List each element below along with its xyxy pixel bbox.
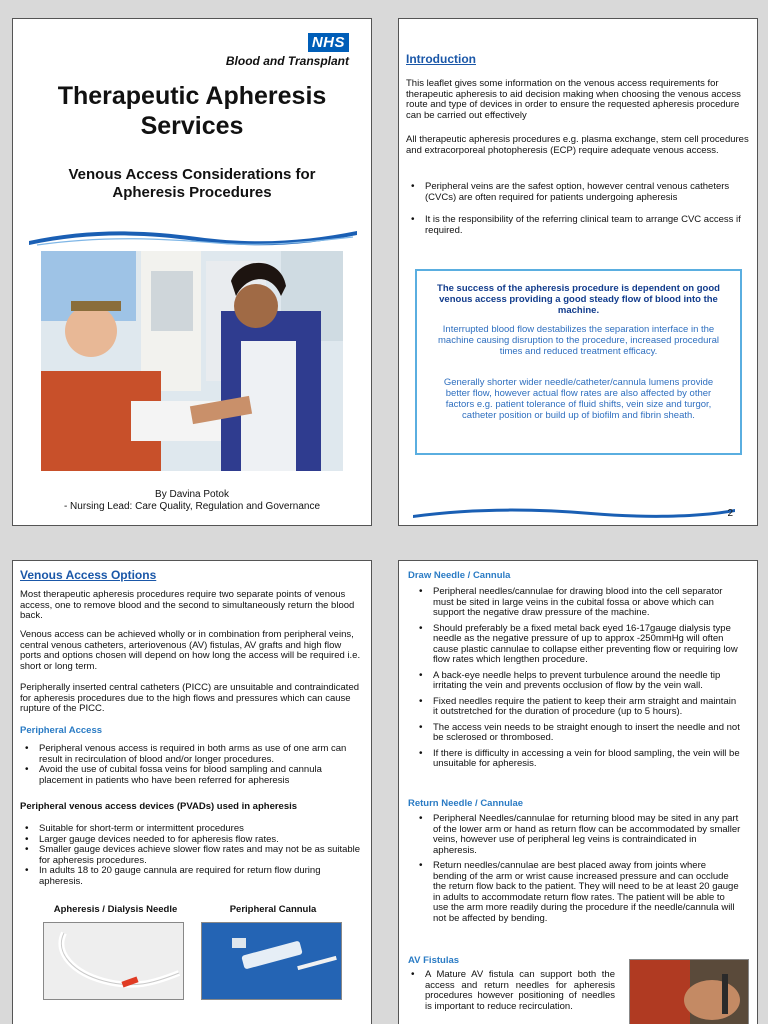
cover-page [12, 18, 372, 526]
av-fistulas-heading: AV Fistulas [408, 955, 460, 966]
list-item: • In adults 18 to 20 gauge cannula are required for return flow during apheresis. [17, 866, 363, 887]
return-heading: Return Needle / Cannulae [408, 798, 524, 809]
callout-strong-text: The success of the apheresis procedure is dependent on good venous access providing a good steady flow of blood into the machine. [437, 283, 720, 316]
list-item: • Return needles/cannulae are best placed away from joints where bending of the arm or wrist cause increased pressure and can occlude the return flow back to the patient. They will need to be at least 20 gauge in adults to accommodate return flow rates. The patient will be able to use the arm more readily during the procedure if the needle/cannula will not be affected by bending. [411, 861, 741, 924]
list-item: • A Mature AV fistula can support both the access and return needles for apheresis procedures however positioning of needles is important to reduce recirculation. [403, 970, 615, 1012]
list-item: • Larger gauge devices needed to for apheresis flow rates. [17, 835, 363, 846]
callout-text-1: Interrupted blood flow destabilizes the separation interface in the machine causing disruption to the procedure, increased procedural times and reduced treatment efficacy. [438, 324, 719, 357]
list-item: • Peripheral Needles/cannulae for returning blood may be sited in any part of the lower arm or hand as return flow can be accommodated by smaller veins, however use of peripheral leg veins is contraindicated in apheresis. [411, 814, 741, 856]
list-item: • It is the responsibility of the referring clinical team to arrange CVC access if required. [403, 215, 749, 236]
intro-heading: Introduction [406, 52, 476, 66]
list-item: • Smaller gauge devices achieve slower flow rates and may not be as suitable for apheresis procedures. [17, 845, 363, 866]
intro-para-2: All therapeutic apheresis procedures e.g. plasma exchange, stem cell procedures and extracorporeal photopheresis (ECP) require adequate venous access. [406, 134, 749, 156]
cover-subtitle-line2: Apheresis Procedures [112, 184, 272, 201]
intro-para-1: This leaflet gives some information on the venous access requirements for therapeutic apheresis to aid decision making when choosing the venous access route and type of devices in order to ensure the requested apheresis procedure can be carried out effectively [406, 78, 741, 121]
pvad-bullet-list [17, 824, 363, 887]
org-name: Blood and Transplant [225, 54, 349, 68]
list-item: • Suitable for short-term or intermittent procedures [17, 824, 363, 835]
av-fistula-photo [629, 959, 749, 1024]
peripheral-bullet-list [17, 744, 363, 786]
cover-subtitle [33, 166, 351, 202]
dialysis-needle-photo [43, 922, 184, 1000]
options-para-1: Most therapeutic apheresis procedures require two separate points of venous access, one to remove blood and the second to simultaneously return the blood back. [20, 589, 355, 621]
cover-title-line2: Services [140, 112, 244, 140]
intro-bullet-list [403, 182, 749, 236]
options-para-2: Venous access can be achieved wholly or in combination from peripheral veins, central venous catheters, arteriovenous (AV) fistulas, AV grafts and high flow ports and options chosen will depend on how long the access will be required i.e. short or long term. [20, 629, 361, 672]
nhs-logo [226, 33, 349, 68]
figure-caption-cannula: Peripheral Cannula [229, 904, 317, 915]
options-para-3: Peripherally inserted central catheters (PICC) are unsuitable and contraindicated for apheresis procedures due to the high flows and pressures which can cause rupture of the PICC. [20, 682, 360, 714]
venous-access-options-page [12, 560, 372, 1024]
callout-box [415, 269, 742, 455]
draw-bullet-list [411, 587, 741, 770]
author-role: - Nursing Lead: Care Quality, Regulation and Governance [63, 501, 321, 512]
list-item: • Peripheral veins are the safest option, however central venous catheters (CVCs) are often required for patients undergoing apheresis [403, 182, 749, 203]
introduction-page [398, 18, 758, 526]
av-bullet-list [403, 970, 615, 1012]
pvad-heading: Peripheral venous access devices (PVADs) used in apheresis [20, 801, 298, 812]
list-item: • Avoid the use of cubital fossa veins for blood sampling and cannula placement in patients who have been referred for apheresis [17, 765, 363, 786]
callout-text-2: Generally shorter wider needle/catheter/cannula lumens provide better flow, however actual flow rates are also affected by other factors e.g. patient tolerance of fluid shifts, vein size and turgor, catheter position or build up of biofilm and fibrin sheath. [443, 377, 714, 421]
list-item: • A back-eye needle helps to prevent turbulence around the needle tip irritating the vein and prevents occlusion of flow by the vein wall. [411, 671, 741, 692]
cover-title [13, 81, 371, 141]
figure-caption-needle: Apheresis / Dialysis Needle [53, 904, 178, 915]
return-bullet-list [411, 814, 741, 924]
cover-subtitle-line1: Venous Access Considerations for [68, 166, 316, 183]
list-item: • Fixed needles require the patient to keep their arm straight and maintain it outstretched for the duration of procedure (up to 5 hours). [411, 697, 741, 718]
list-item: • Peripheral venous access is required in both arms as use of one arm can result in recirculation of blood and/or longer procedures. [17, 744, 363, 765]
wave-decoration [411, 505, 737, 519]
byline [13, 489, 371, 513]
page-number: 2 [727, 508, 733, 519]
peripheral-access-heading: Peripheral Access [20, 725, 103, 736]
options-heading: Venous Access Options [20, 568, 157, 582]
nhs-badge: NHS [308, 33, 349, 52]
list-item: • Peripheral needles/cannulae for drawing blood into the cell separator must be sited in large veins in the cubital fossa or above which can support the negative draw pressure of the machine. [411, 587, 741, 619]
list-item: • Should preferably be a fixed metal back eyed 16-17gauge dialysis type needle as the negative pressure of up to approx -250mmHg will often cause plastic cannulae to collapse either preventing flow or requiring low flow rates which lengthen procedure. [411, 624, 741, 666]
author: By Davina Potok [155, 489, 229, 500]
cover-title-line1: Therapeutic Apheresis [57, 82, 327, 110]
list-item: • If there is difficulty in accessing a vein for blood sampling, the vein will be unsuitable for apheresis. [411, 749, 741, 770]
cover-photo [41, 251, 343, 471]
wave-decoration [27, 225, 359, 249]
list-item: • The access vein needs to be straight enough to insert the needle and not be sclerosed or thrombosed. [411, 723, 741, 744]
draw-heading: Draw Needle / Cannula [408, 570, 511, 581]
peripheral-cannula-photo [201, 922, 342, 1000]
needles-page [398, 560, 758, 1024]
